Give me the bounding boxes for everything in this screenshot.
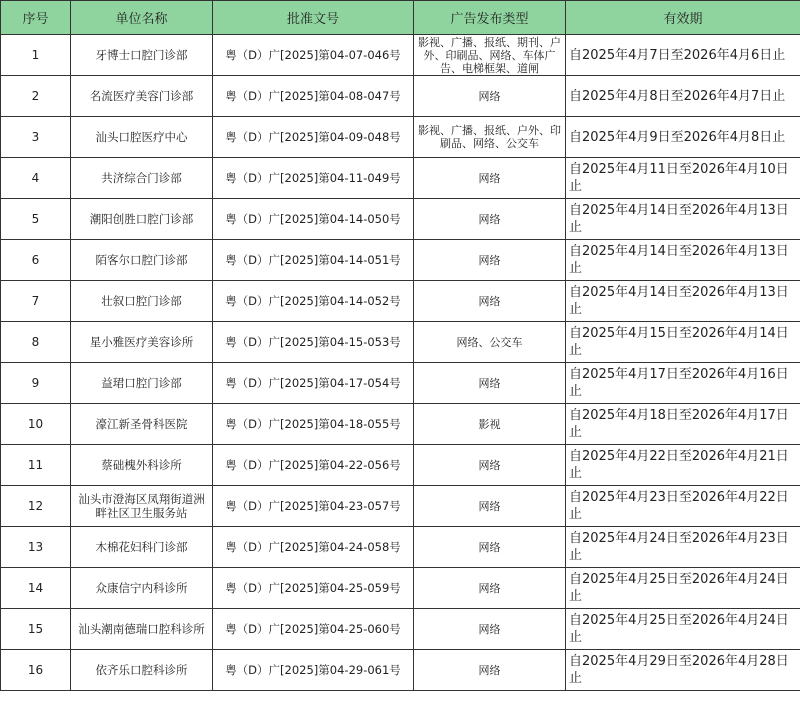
ad-types: 网络 — [414, 527, 566, 568]
validity-period: 自2025年4月23日至2026年4月22日止 — [566, 486, 800, 527]
validity-period: 自2025年4月8日至2026年4月7日止 — [566, 76, 800, 117]
ad-types: 网络 — [414, 486, 566, 527]
row-seq: 4 — [1, 158, 71, 199]
row-seq: 13 — [1, 527, 71, 568]
table-row — [1, 117, 800, 158]
unit-name: 名流医疗美容门诊部 — [71, 76, 213, 117]
ad-types: 网络 — [414, 609, 566, 650]
unit-name: 依齐乐口腔科诊所 — [71, 650, 213, 691]
unit-name: 陌客尔口腔门诊部 — [71, 240, 213, 281]
validity-period: 自2025年4月17日至2026年4月16日止 — [566, 363, 800, 404]
header-seq: 序号 — [1, 1, 71, 35]
table-row — [1, 609, 800, 650]
row-seq: 16 — [1, 650, 71, 691]
unit-name: 星小雅医疗美容诊所 — [71, 322, 213, 363]
ad-types: 影视 — [414, 404, 566, 445]
row-seq: 6 — [1, 240, 71, 281]
row-seq: 3 — [1, 117, 71, 158]
approval-number: 粤（D）广[2025]第04-24-058号 — [213, 527, 414, 568]
approval-number: 粤（D）广[2025]第04-25-059号 — [213, 568, 414, 609]
ad-types: 网络 — [414, 445, 566, 486]
row-seq: 14 — [1, 568, 71, 609]
unit-name: 共济综合门诊部 — [71, 158, 213, 199]
table-row — [1, 568, 800, 609]
table-row — [1, 158, 800, 199]
validity-period: 自2025年4月11日至2026年4月10日止 — [566, 158, 800, 199]
row-seq: 2 — [1, 76, 71, 117]
approval-number: 粤（D）广[2025]第04-23-057号 — [213, 486, 414, 527]
ad-types: 网络 — [414, 363, 566, 404]
ad-types: 网络 — [414, 199, 566, 240]
validity-period: 自2025年4月18日至2026年4月17日止 — [566, 404, 800, 445]
validity-period: 自2025年4月22日至2026年4月21日止 — [566, 445, 800, 486]
table-row — [1, 363, 800, 404]
validity-period: 自2025年4月29日至2026年4月28日止 — [566, 650, 800, 691]
header-validity: 有效期 — [566, 1, 800, 35]
table-row — [1, 281, 800, 322]
approval-number: 粤（D）广[2025]第04-22-056号 — [213, 445, 414, 486]
table-row — [1, 404, 800, 445]
row-seq: 5 — [1, 199, 71, 240]
approval-number: 粤（D）广[2025]第04-08-047号 — [213, 76, 414, 117]
ad-types: 网络、公交车 — [414, 322, 566, 363]
approval-number: 粤（D）广[2025]第04-09-048号 — [213, 117, 414, 158]
table-row — [1, 445, 800, 486]
approval-number: 粤（D）广[2025]第04-14-051号 — [213, 240, 414, 281]
table-row — [1, 35, 800, 76]
row-seq: 10 — [1, 404, 71, 445]
approval-number: 粤（D）广[2025]第04-17-054号 — [213, 363, 414, 404]
approval-number: 粤（D）广[2025]第04-14-050号 — [213, 199, 414, 240]
row-seq: 1 — [1, 35, 71, 76]
validity-period: 自2025年4月14日至2026年4月13日止 — [566, 240, 800, 281]
validity-period: 自2025年4月25日至2026年4月24日止 — [566, 568, 800, 609]
validity-period: 自2025年4月7日至2026年4月6日止 — [566, 35, 800, 76]
approval-number: 粤（D）广[2025]第04-15-053号 — [213, 322, 414, 363]
table-row — [1, 199, 800, 240]
unit-name: 众康信宁内科诊所 — [71, 568, 213, 609]
validity-period: 自2025年4月14日至2026年4月13日止 — [566, 199, 800, 240]
unit-name: 汕头潮南德瑞口腔科诊所 — [71, 609, 213, 650]
table-row — [1, 650, 800, 691]
unit-name: 汕头口腔医疗中心 — [71, 117, 213, 158]
header-approval-number: 批准文号 — [213, 1, 414, 35]
approval-number: 粤（D）广[2025]第04-11-049号 — [213, 158, 414, 199]
approval-number: 粤（D）广[2025]第04-07-046号 — [213, 35, 414, 76]
ad-types: 影视、广播、报纸、户外、印刷品、网络、公交车 — [414, 117, 566, 158]
approval-number: 粤（D）广[2025]第04-25-060号 — [213, 609, 414, 650]
row-seq: 9 — [1, 363, 71, 404]
row-seq: 11 — [1, 445, 71, 486]
validity-period: 自2025年4月14日至2026年4月13日止 — [566, 281, 800, 322]
ad-types: 影视、广播、报纸、期刊、户外、印刷品、网络、车体广告、电梯框架、道闸 — [414, 35, 566, 76]
unit-name: 壮叙口腔门诊部 — [71, 281, 213, 322]
ad-types: 网络 — [414, 281, 566, 322]
header-row — [1, 1, 800, 35]
table-row — [1, 240, 800, 281]
table-row — [1, 527, 800, 568]
row-seq: 15 — [1, 609, 71, 650]
unit-name: 蔡础槐外科诊所 — [71, 445, 213, 486]
row-seq: 7 — [1, 281, 71, 322]
unit-name: 汕头市澄海区凤翔街道洲畔社区卫生服务站 — [71, 486, 213, 527]
approval-number: 粤（D）广[2025]第04-14-052号 — [213, 281, 414, 322]
ad-types: 网络 — [414, 158, 566, 199]
ad-types: 网络 — [414, 650, 566, 691]
validity-period: 自2025年4月25日至2026年4月24日止 — [566, 609, 800, 650]
approval-number: 粤（D）广[2025]第04-18-055号 — [213, 404, 414, 445]
table-row — [1, 76, 800, 117]
row-seq: 8 — [1, 322, 71, 363]
validity-period: 自2025年4月15日至2026年4月14日止 — [566, 322, 800, 363]
unit-name: 潮阳创胜口腔门诊部 — [71, 199, 213, 240]
unit-name: 益珺口腔门诊部 — [71, 363, 213, 404]
table-row — [1, 322, 800, 363]
unit-name: 濠江新圣骨科医院 — [71, 404, 213, 445]
header-unit-name: 单位名称 — [71, 1, 213, 35]
ad-types: 网络 — [414, 76, 566, 117]
validity-period: 自2025年4月9日至2026年4月8日止 — [566, 117, 800, 158]
unit-name: 牙博士口腔门诊部 — [71, 35, 213, 76]
unit-name: 木棉花妇科门诊部 — [71, 527, 213, 568]
ad-types: 网络 — [414, 568, 566, 609]
header-ad-type: 广告发布类型 — [414, 1, 566, 35]
table-row — [1, 486, 800, 527]
ad-types: 网络 — [414, 240, 566, 281]
row-seq: 12 — [1, 486, 71, 527]
validity-period: 自2025年4月24日至2026年4月23日止 — [566, 527, 800, 568]
approval-number: 粤（D）广[2025]第04-29-061号 — [213, 650, 414, 691]
